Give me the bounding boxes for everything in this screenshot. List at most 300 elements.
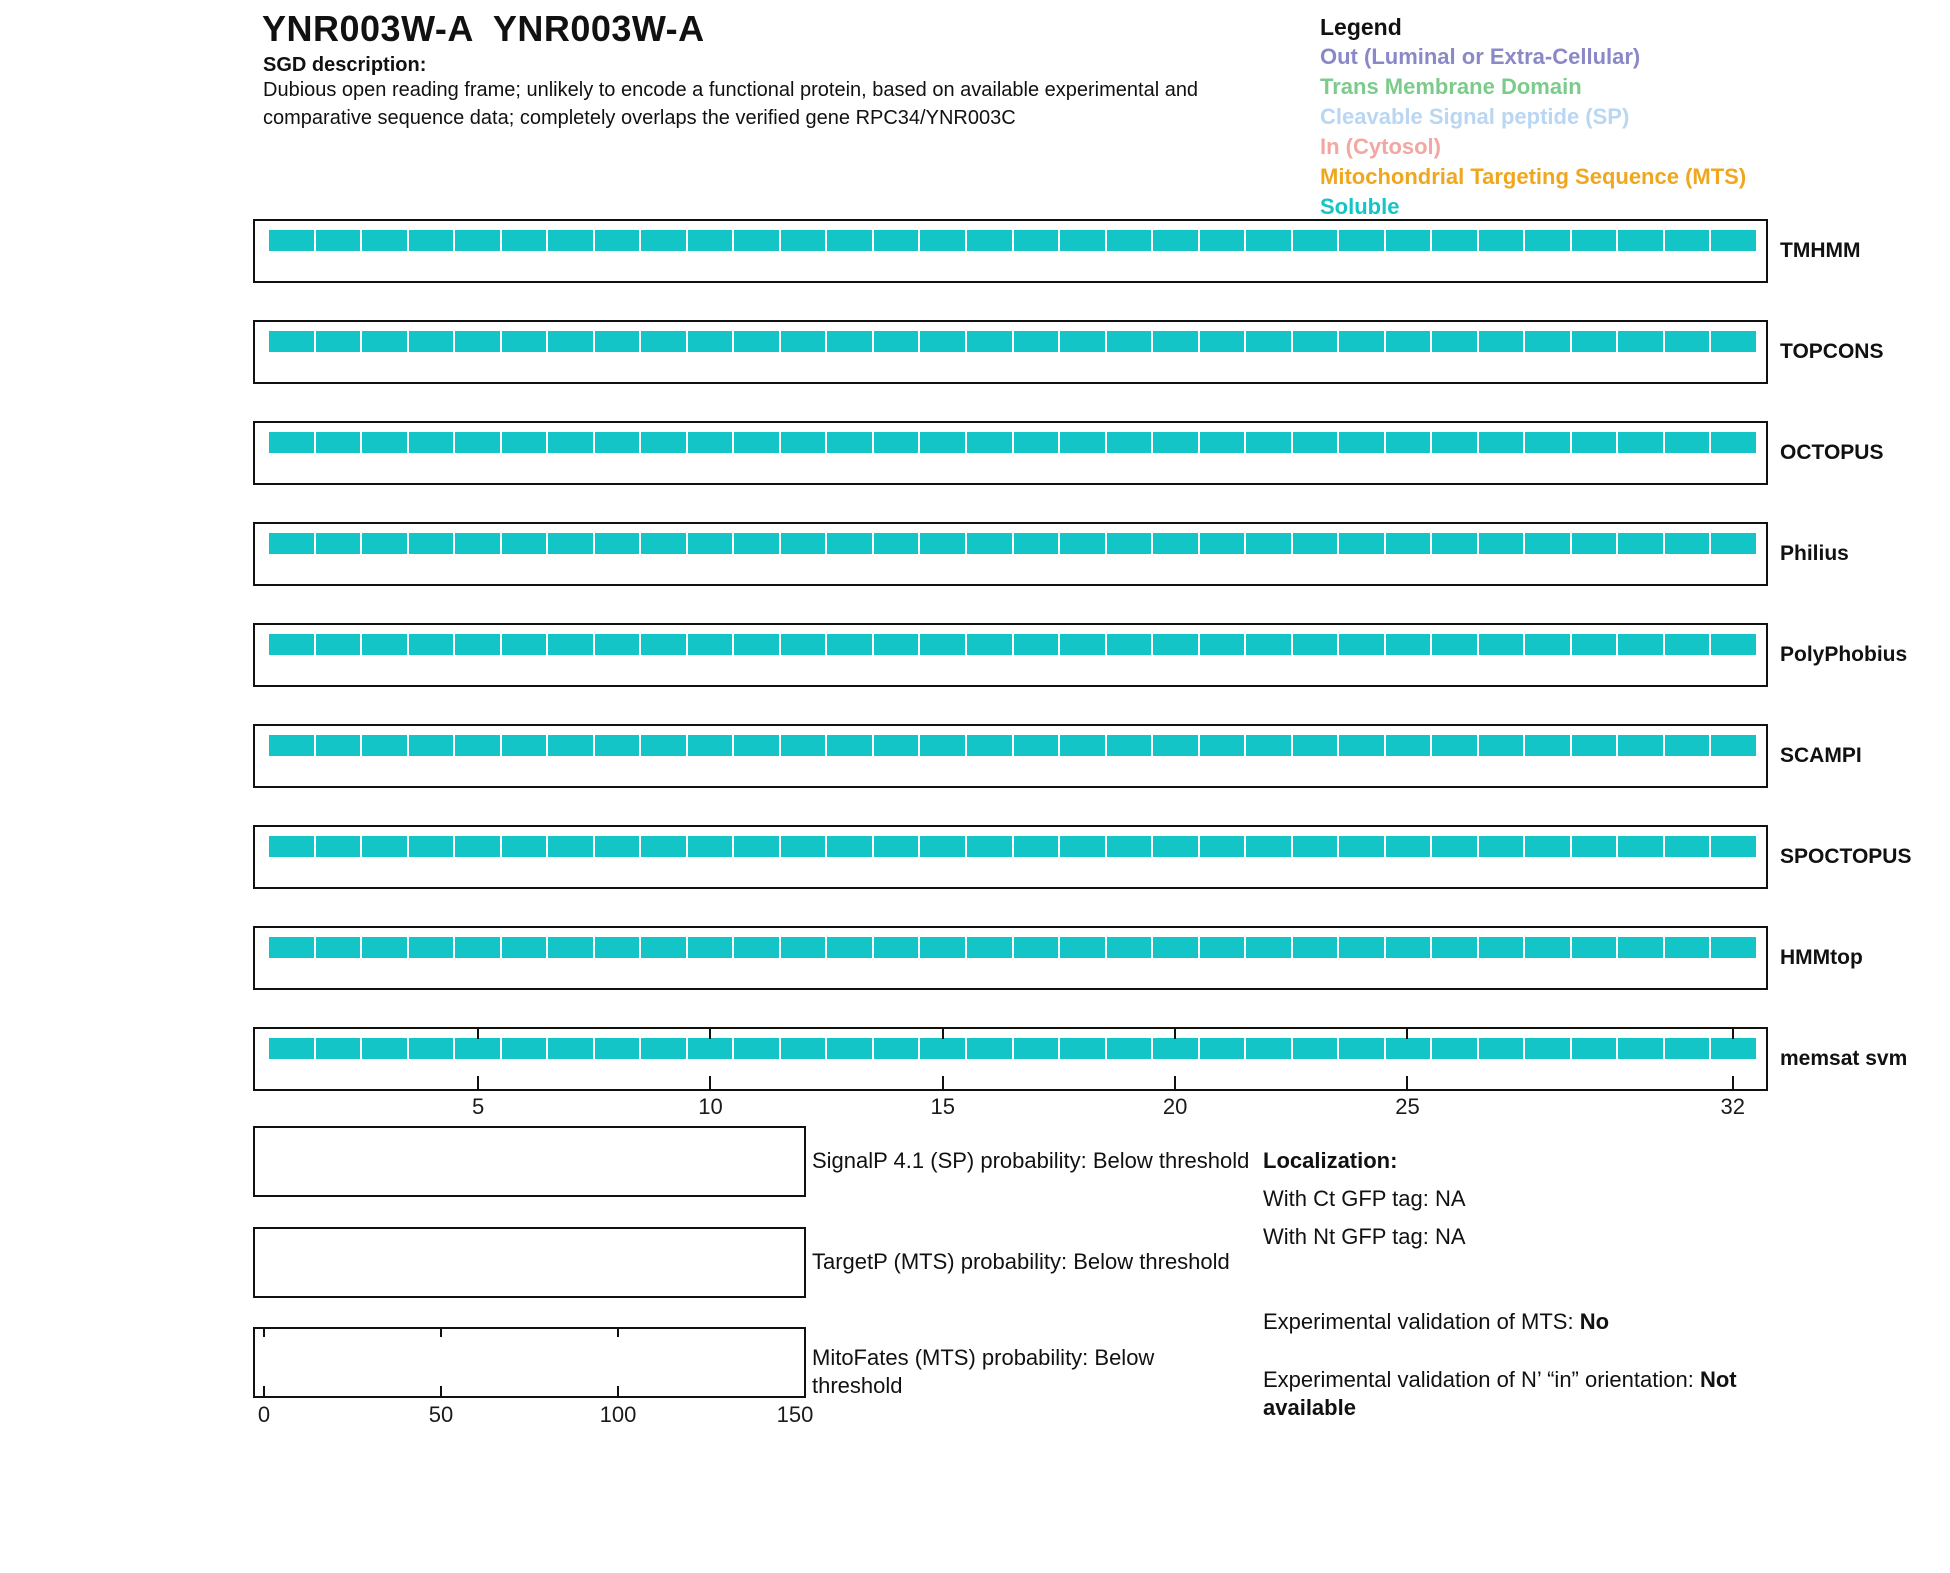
soluble-residue-segment — [548, 230, 593, 251]
soluble-residue-segment — [502, 432, 547, 453]
soluble-residue-segment — [1200, 432, 1245, 453]
probability-plot-box-2 — [253, 1227, 806, 1298]
soluble-residue-segment — [1339, 634, 1384, 655]
soluble-residue-segment — [1572, 1038, 1617, 1059]
soluble-residue-segment — [920, 634, 965, 655]
soluble-residue-segment — [1525, 331, 1570, 352]
track-box-polyphobius — [253, 623, 1768, 687]
soluble-residue-segment — [595, 735, 640, 756]
soluble-residue-segment — [269, 634, 314, 655]
soluble-residue-segment — [269, 533, 314, 554]
axis-tick-mark — [477, 1076, 479, 1089]
soluble-residue-segment — [1665, 230, 1710, 251]
soluble-residue-segment — [409, 937, 454, 958]
soluble-residue-segment — [1293, 735, 1338, 756]
soluble-residue-segment — [1711, 634, 1756, 655]
legend — [1320, 12, 1746, 222]
soluble-residue-segment — [874, 735, 919, 756]
soluble-residue-segment — [1107, 735, 1152, 756]
soluble-residue-segment — [362, 533, 407, 554]
soluble-residue-segment — [1107, 432, 1152, 453]
soluble-residue-segment — [1339, 735, 1384, 756]
soluble-residue-segment — [502, 634, 547, 655]
soluble-residue-segment — [548, 937, 593, 958]
soluble-residue-segment — [1107, 836, 1152, 857]
soluble-residue-segment — [502, 735, 547, 756]
soluble-residue-segment — [734, 432, 779, 453]
axis-tick-mark — [440, 1329, 442, 1337]
soluble-residue-segment — [641, 533, 686, 554]
soluble-residue-segment — [269, 937, 314, 958]
soluble-residue-segment — [595, 230, 640, 251]
residue-axis-label: 5 — [471, 1094, 485, 1119]
soluble-residue-segment — [1200, 1038, 1245, 1059]
soluble-residue-segment — [1479, 331, 1524, 352]
soluble-residue-segment — [781, 533, 826, 554]
soluble-residue-segment — [269, 432, 314, 453]
soluble-residue-segment — [734, 533, 779, 554]
legend-title: Legend — [1320, 14, 1402, 40]
soluble-residue-segment — [920, 230, 965, 251]
soluble-residue-segment — [316, 331, 361, 352]
soluble-residue-segment — [1386, 634, 1431, 655]
soluble-residue-segment — [827, 533, 872, 554]
soluble-residue-segment — [316, 937, 361, 958]
soluble-residue-segment — [920, 432, 965, 453]
soluble-residue-segment — [1479, 634, 1524, 655]
soluble-residue-segment — [827, 735, 872, 756]
soluble-residue-segment — [1060, 634, 1105, 655]
axis-tick-mark — [942, 1076, 944, 1089]
soluble-residue-segment — [734, 331, 779, 352]
soluble-residue-segment — [920, 937, 965, 958]
legend-entry-5: Mitochondrial Targeting Sequence (MTS) — [1320, 164, 1747, 189]
soluble-residue-segment — [1479, 1038, 1524, 1059]
soluble-residue-segment — [455, 331, 500, 352]
soluble-residue-segment — [362, 1038, 407, 1059]
soluble-residue-segment — [688, 432, 733, 453]
soluble-residue-segment — [1293, 836, 1338, 857]
soluble-residue-segment — [1711, 937, 1756, 958]
topology-bar — [269, 937, 1756, 958]
track-box-memsat-svm — [253, 1027, 1768, 1091]
topology-bar — [269, 735, 1756, 756]
soluble-residue-segment — [688, 331, 733, 352]
axis-tick-mark — [263, 1386, 265, 1396]
soluble-residue-segment — [967, 735, 1012, 756]
soluble-residue-segment — [1386, 836, 1431, 857]
soluble-residue-segment — [920, 1038, 965, 1059]
track-box-octopus — [253, 421, 1768, 485]
track-label-octopus: OCTOPUS — [1780, 441, 1884, 464]
soluble-residue-segment — [1153, 432, 1198, 453]
soluble-residue-segment — [1107, 937, 1152, 958]
track-label-topcons: TOPCONS — [1780, 340, 1884, 363]
soluble-residue-segment — [1107, 634, 1152, 655]
soluble-residue-segment — [1432, 836, 1477, 857]
soluble-residue-segment — [455, 937, 500, 958]
residue-axis-label: 20 — [1162, 1094, 1188, 1119]
soluble-residue-segment — [1665, 836, 1710, 857]
track-label-scampi: SCAMPI — [1780, 744, 1862, 767]
soluble-residue-segment — [1479, 230, 1524, 251]
soluble-residue-segment — [734, 937, 779, 958]
soluble-residue-segment — [362, 634, 407, 655]
soluble-residue-segment — [502, 836, 547, 857]
soluble-residue-segment — [1479, 937, 1524, 958]
soluble-residue-segment — [1665, 1038, 1710, 1059]
soluble-residue-segment — [1293, 533, 1338, 554]
soluble-residue-segment — [688, 533, 733, 554]
soluble-residue-segment — [1200, 735, 1245, 756]
soluble-residue-segment — [967, 634, 1012, 655]
soluble-residue-segment — [734, 735, 779, 756]
soluble-residue-segment — [1572, 937, 1617, 958]
legend-entry-2: Trans Membrane Domain — [1320, 74, 1582, 99]
soluble-residue-segment — [781, 735, 826, 756]
soluble-residue-segment — [1246, 634, 1291, 655]
soluble-residue-segment — [409, 836, 454, 857]
soluble-residue-segment — [1153, 836, 1198, 857]
soluble-residue-segment — [1479, 432, 1524, 453]
soluble-residue-segment — [548, 432, 593, 453]
soluble-residue-segment — [967, 836, 1012, 857]
soluble-residue-segment — [1432, 331, 1477, 352]
soluble-residue-segment — [1200, 634, 1245, 655]
soluble-residue-segment — [595, 937, 640, 958]
soluble-residue-segment — [688, 634, 733, 655]
soluble-residue-segment — [548, 533, 593, 554]
soluble-residue-segment — [967, 230, 1012, 251]
soluble-residue-segment — [874, 634, 919, 655]
axis-tick-mark — [617, 1329, 619, 1337]
soluble-residue-segment — [1246, 735, 1291, 756]
soluble-residue-segment — [1618, 937, 1663, 958]
soluble-residue-segment — [455, 1038, 500, 1059]
soluble-residue-segment — [781, 331, 826, 352]
probability-plot-box-3 — [253, 1327, 806, 1398]
topology-bar — [269, 230, 1756, 251]
soluble-residue-segment — [734, 836, 779, 857]
soluble-residue-segment — [1665, 533, 1710, 554]
soluble-residue-segment — [1246, 533, 1291, 554]
soluble-residue-segment — [920, 533, 965, 554]
soluble-residue-segment — [967, 937, 1012, 958]
soluble-residue-segment — [1339, 432, 1384, 453]
probability-axis-label: 0 — [257, 1402, 271, 1427]
soluble-residue-segment — [874, 533, 919, 554]
track-label-spoctopus: SPOCTOPUS — [1780, 845, 1912, 868]
soluble-residue-segment — [1014, 735, 1059, 756]
soluble-residue-segment — [1525, 634, 1570, 655]
soluble-residue-segment — [1014, 331, 1059, 352]
mts-validation-prefix: Experimental validation of MTS: — [1263, 1309, 1580, 1334]
soluble-residue-segment — [409, 634, 454, 655]
soluble-residue-segment — [920, 331, 965, 352]
soluble-residue-segment — [1246, 937, 1291, 958]
soluble-residue-segment — [1386, 432, 1431, 453]
mts-validation-value: No — [1579, 1309, 1610, 1334]
soluble-residue-segment — [1014, 634, 1059, 655]
legend-entry-6: Soluble — [1320, 194, 1400, 219]
soluble-residue-segment — [548, 634, 593, 655]
soluble-residue-segment — [1153, 634, 1198, 655]
soluble-residue-segment — [1014, 937, 1059, 958]
soluble-residue-segment — [269, 230, 314, 251]
soluble-residue-segment — [827, 230, 872, 251]
probability-axis-label: 50 — [428, 1402, 454, 1427]
soluble-residue-segment — [409, 533, 454, 554]
soluble-residue-segment — [1525, 1038, 1570, 1059]
soluble-residue-segment — [269, 735, 314, 756]
soluble-residue-segment — [455, 735, 500, 756]
soluble-residue-segment — [967, 432, 1012, 453]
soluble-residue-segment — [455, 432, 500, 453]
soluble-residue-segment — [502, 230, 547, 251]
page-title: YNR003W-A YNR003W-A — [262, 8, 705, 49]
soluble-residue-segment — [1386, 331, 1431, 352]
soluble-residue-segment — [1618, 634, 1663, 655]
soluble-residue-segment — [1618, 331, 1663, 352]
soluble-residue-segment — [641, 836, 686, 857]
soluble-residue-segment — [1246, 1038, 1291, 1059]
soluble-residue-segment — [1479, 735, 1524, 756]
soluble-residue-segment — [1153, 937, 1198, 958]
soluble-residue-segment — [1107, 230, 1152, 251]
residue-axis-label: 25 — [1395, 1094, 1420, 1119]
soluble-residue-segment — [1107, 1038, 1152, 1059]
soluble-residue-segment — [1014, 230, 1059, 251]
soluble-residue-segment — [874, 432, 919, 453]
track-box-tmhmm — [253, 219, 1768, 283]
soluble-residue-segment — [1618, 1038, 1663, 1059]
soluble-residue-segment — [316, 634, 361, 655]
soluble-residue-segment — [1060, 331, 1105, 352]
soluble-residue-segment — [1665, 634, 1710, 655]
soluble-residue-segment — [1525, 836, 1570, 857]
soluble-residue-segment — [967, 533, 1012, 554]
soluble-residue-segment — [316, 836, 361, 857]
soluble-residue-segment — [874, 230, 919, 251]
soluble-residue-segment — [1060, 1038, 1105, 1059]
soluble-residue-segment — [1572, 836, 1617, 857]
soluble-residue-segment — [1200, 230, 1245, 251]
soluble-residue-segment — [688, 836, 733, 857]
soluble-residue-segment — [1339, 230, 1384, 251]
soluble-residue-segment — [269, 836, 314, 857]
soluble-residue-segment — [1293, 230, 1338, 251]
soluble-residue-segment — [734, 1038, 779, 1059]
probability-plot-label-1: SignalP 4.1 (SP) probability: Below threshold — [812, 1148, 1250, 1173]
legend-entries — [1320, 42, 1746, 222]
soluble-residue-segment — [688, 230, 733, 251]
soluble-residue-segment — [1572, 735, 1617, 756]
residue-axis-label: 15 — [930, 1094, 956, 1119]
soluble-residue-segment — [1293, 937, 1338, 958]
soluble-residue-segment — [316, 1038, 361, 1059]
axis-tick-mark — [1732, 1029, 1734, 1039]
soluble-residue-segment — [502, 331, 547, 352]
axis-tick-mark — [263, 1329, 265, 1337]
soluble-residue-segment — [1060, 230, 1105, 251]
soluble-residue-segment — [269, 331, 314, 352]
soluble-residue-segment — [1525, 937, 1570, 958]
soluble-residue-segment — [548, 735, 593, 756]
track-box-topcons — [253, 320, 1768, 384]
track-box-hmmtop — [253, 926, 1768, 990]
axis-tick-mark — [1406, 1076, 1408, 1089]
orientation-prefix: Experimental validation of N’ “in” orientation: — [1263, 1367, 1700, 1392]
axis-tick-mark — [1174, 1029, 1176, 1039]
soluble-residue-segment — [1386, 937, 1431, 958]
axis-tick-mark — [942, 1029, 944, 1039]
axis-tick-mark — [1406, 1029, 1408, 1039]
soluble-residue-segment — [1246, 331, 1291, 352]
soluble-residue-segment — [455, 533, 500, 554]
soluble-residue-segment — [1572, 331, 1617, 352]
soluble-residue-segment — [874, 1038, 919, 1059]
soluble-residue-segment — [1200, 331, 1245, 352]
soluble-residue-segment — [920, 836, 965, 857]
soluble-residue-segment — [1293, 1038, 1338, 1059]
soluble-residue-segment — [1618, 735, 1663, 756]
sgd-description — [263, 76, 1313, 132]
soluble-residue-segment — [1665, 937, 1710, 958]
topology-bar — [269, 634, 1756, 655]
soluble-residue-segment — [1432, 1038, 1477, 1059]
track-label-tmhmm: TMHMM — [1780, 239, 1861, 262]
soluble-residue-segment — [688, 735, 733, 756]
soluble-residue-segment — [1711, 331, 1756, 352]
soluble-residue-segment — [1153, 533, 1198, 554]
soluble-residue-segment — [1432, 432, 1477, 453]
track-label-memsat-svm: memsat svm — [1780, 1047, 1908, 1070]
soluble-residue-segment — [1014, 836, 1059, 857]
soluble-residue-segment — [455, 230, 500, 251]
soluble-residue-segment — [967, 331, 1012, 352]
soluble-residue-segment — [362, 331, 407, 352]
soluble-residue-segment — [1153, 230, 1198, 251]
soluble-residue-segment — [1572, 432, 1617, 453]
soluble-residue-segment — [1339, 331, 1384, 352]
topology-bar — [269, 533, 1756, 554]
soluble-residue-segment — [1525, 735, 1570, 756]
localization-heading: Localization: — [1263, 1148, 1398, 1173]
soluble-residue-segment — [1386, 1038, 1431, 1059]
topology-bar — [269, 836, 1756, 857]
soluble-residue-segment — [641, 432, 686, 453]
sgd-description-line2: comparative sequence data; completely overlaps the verified gene RPC34/YNR003C — [263, 107, 1016, 129]
residue-axis-label: 10 — [698, 1094, 723, 1119]
soluble-residue-segment — [641, 1038, 686, 1059]
soluble-residue-segment — [595, 533, 640, 554]
track-label-hmmtop: HMMtop — [1780, 946, 1863, 969]
soluble-residue-segment — [502, 533, 547, 554]
sgd-description-line1: Dubious open reading frame; unlikely to encode a functional protein, based on available experimental and — [263, 79, 1199, 101]
soluble-residue-segment — [1432, 533, 1477, 554]
soluble-residue-segment — [1711, 735, 1756, 756]
soluble-residue-segment — [1060, 432, 1105, 453]
soluble-residue-segment — [1572, 634, 1617, 655]
soluble-residue-segment — [874, 331, 919, 352]
soluble-residue-segment — [1339, 937, 1384, 958]
soluble-residue-segment — [502, 1038, 547, 1059]
soluble-residue-segment — [1711, 1038, 1756, 1059]
soluble-residue-segment — [1200, 937, 1245, 958]
soluble-residue-segment — [409, 735, 454, 756]
soluble-residue-segment — [362, 230, 407, 251]
soluble-residue-segment — [1618, 230, 1663, 251]
soluble-residue-segment — [595, 634, 640, 655]
probability-axis-label: 150 — [776, 1402, 814, 1427]
axis-tick-mark — [477, 1029, 479, 1039]
soluble-residue-segment — [641, 331, 686, 352]
soluble-residue-segment — [1153, 1038, 1198, 1059]
soluble-residue-segment — [781, 432, 826, 453]
soluble-residue-segment — [1711, 533, 1756, 554]
axis-tick-mark — [1732, 1076, 1734, 1089]
soluble-residue-segment — [409, 331, 454, 352]
soluble-residue-segment — [548, 836, 593, 857]
soluble-residue-segment — [874, 937, 919, 958]
soluble-residue-segment — [1665, 735, 1710, 756]
soluble-residue-segment — [1386, 533, 1431, 554]
track-label-polyphobius: PolyPhobius — [1780, 643, 1908, 666]
soluble-residue-segment — [1293, 331, 1338, 352]
track-box-spoctopus — [253, 825, 1768, 889]
orientation-validation — [1263, 1366, 1823, 1422]
soluble-residue-segment — [688, 1038, 733, 1059]
soluble-residue-segment — [316, 735, 361, 756]
soluble-residue-segment — [1525, 230, 1570, 251]
probability-plot-box-1 — [253, 1126, 806, 1197]
soluble-residue-segment — [1339, 1038, 1384, 1059]
ct-gfp-localization: With Ct GFP tag: NA — [1263, 1186, 1466, 1211]
soluble-residue-segment — [316, 432, 361, 453]
soluble-residue-segment — [1293, 432, 1338, 453]
track-box-philius — [253, 522, 1768, 586]
topology-bar — [269, 331, 1756, 352]
soluble-residue-segment — [1479, 533, 1524, 554]
soluble-residue-segment — [827, 937, 872, 958]
soluble-residue-segment — [409, 432, 454, 453]
soluble-residue-segment — [1339, 533, 1384, 554]
soluble-residue-segment — [1432, 634, 1477, 655]
soluble-residue-segment — [595, 836, 640, 857]
probability-plot-label-3: MitoFates (MTS) probability: Below threshold — [812, 1345, 1155, 1398]
soluble-residue-segment — [409, 1038, 454, 1059]
track-label-philius: Philius — [1780, 542, 1849, 565]
soluble-residue-segment — [1060, 533, 1105, 554]
soluble-residue-segment — [548, 331, 593, 352]
soluble-residue-segment — [1665, 432, 1710, 453]
axis-tick-mark — [709, 1029, 711, 1039]
soluble-residue-segment — [781, 937, 826, 958]
soluble-residue-segment — [1200, 836, 1245, 857]
soluble-residue-segment — [362, 836, 407, 857]
soluble-residue-segment — [1479, 836, 1524, 857]
soluble-residue-segment — [1572, 533, 1617, 554]
soluble-residue-segment — [455, 836, 500, 857]
soluble-residue-segment — [1525, 432, 1570, 453]
soluble-residue-segment — [362, 937, 407, 958]
soluble-residue-segment — [548, 1038, 593, 1059]
axis-tick-mark — [709, 1076, 711, 1089]
soluble-residue-segment — [1153, 735, 1198, 756]
soluble-residue-segment — [1711, 432, 1756, 453]
soluble-residue-segment — [967, 1038, 1012, 1059]
soluble-residue-segment — [781, 836, 826, 857]
